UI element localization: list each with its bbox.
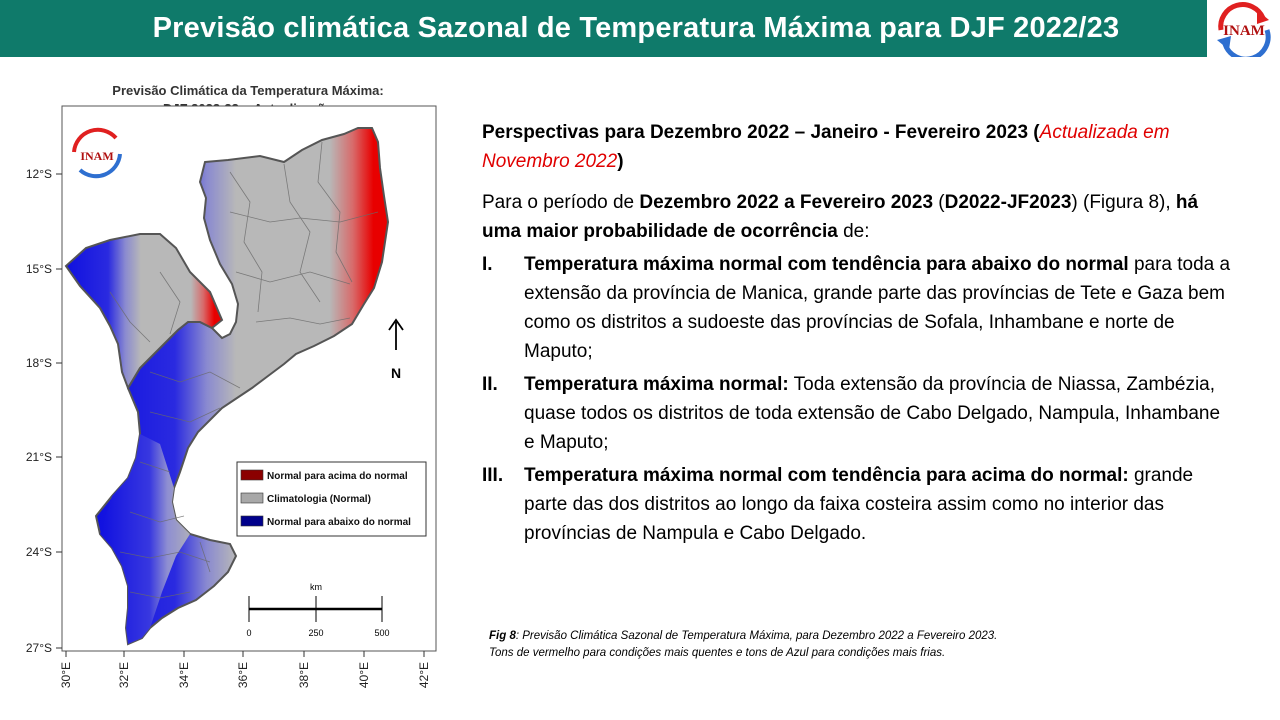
forecast-text-panel — [482, 118, 1234, 548]
caption-text-1: : Previsão Climática Sazonal de Temperatura Máxima, para Dezembro 2022 a Fevereiro 2023. — [515, 630, 998, 642]
heading-update-note: Actualizada em Novembro 2022 — [482, 122, 1170, 172]
map-title-line1: Previsão Climática da Temperatura Máxima: — [112, 83, 384, 98]
inam-logo — [1207, 0, 1280, 57]
item-body — [524, 370, 1234, 457]
lon-tick-label: 34°E — [177, 662, 191, 689]
item-title: Temperatura máxima normal com tendência para abaixo do normal — [524, 254, 1129, 275]
lon-tick-label: 36°E — [236, 662, 250, 689]
list-item — [482, 461, 1234, 548]
heading-bold: Perspectivas para Dezembro 2022 – Janeiro - Fevereiro 2023 ( — [482, 122, 1040, 143]
lat-tick-label: 24°S — [25, 545, 52, 559]
item-text: Toda extensão da província de Niassa, Zambézia, quase todos os distritos de toda extensão de Cabo Delgado, Nampula, Inhambane e Maputo; — [524, 374, 1221, 453]
logo-red-arrow-icon — [1257, 10, 1269, 24]
forecast-map-panel — [0, 72, 450, 720]
list-item — [482, 370, 1234, 457]
intro-probability: há uma maior probabilidade de ocorrência — [482, 192, 1199, 242]
intro-part-7: de: — [837, 221, 870, 242]
legend-label-above: Normal para acima do normal — [267, 471, 408, 482]
slide-title: Previsão climática Sazonal de Temperatura Máxima para DJF 2022/23 — [152, 12, 1120, 44]
lat-tick-label: 12°S — [25, 167, 52, 181]
lat-tick-label: 21°S — [25, 450, 52, 464]
list-item — [482, 250, 1234, 366]
item-title: Temperatura máxima normal com tendência para acima do normal: — [524, 465, 1129, 486]
caption-line-1 — [489, 628, 1249, 645]
scale-tick-0: 0 — [246, 628, 252, 638]
intro-part-5: ) (Figura 8), — [1071, 192, 1176, 213]
item-body — [524, 461, 1234, 548]
lon-tick-label: 42°E — [417, 662, 431, 689]
intro-code: D2022-JF2023 — [944, 192, 1072, 213]
lon-tick-label: 30°E — [59, 662, 73, 689]
legend-label-normal: Climatologia (Normal) — [267, 494, 371, 505]
scale-tick-500: 500 — [374, 628, 390, 638]
legend-label-below: Normal para abaixo do normal — [267, 517, 411, 528]
lon-tick-label: 38°E — [297, 662, 311, 689]
heading-close: ) — [617, 151, 624, 172]
map-logo-text: INAM — [80, 149, 114, 163]
lat-tick-label: 15°S — [25, 262, 52, 276]
north-label: N — [390, 365, 402, 381]
latitude-axis — [26, 167, 62, 655]
intro-period: Dezembro 2022 a Fevereiro 2023 — [639, 192, 934, 213]
legend-swatch-above — [241, 470, 263, 480]
item-title: Temperatura máxima normal: — [524, 374, 789, 395]
legend-swatch-below — [241, 516, 263, 526]
caption-text-2: Tons de vermelho para condições mais quentes e tons de Azul para condições mais frias. — [489, 647, 946, 659]
logo-text: INAM — [1223, 23, 1265, 39]
forecast-intro — [482, 188, 1234, 246]
lat-tick-label: 18°S — [25, 356, 52, 370]
figure-caption — [489, 628, 1249, 662]
caption-fig-label: Fig 8 — [489, 630, 516, 642]
map-legend — [237, 462, 426, 536]
forecast-heading — [482, 118, 1234, 176]
header-bar — [0, 0, 1280, 57]
intro-part-3: ( — [933, 192, 945, 213]
longitude-axis — [59, 651, 431, 688]
intro-part-1: Para o período de — [482, 192, 640, 213]
lat-tick-label: 27°S — [25, 641, 52, 655]
item-number: II. — [482, 374, 498, 395]
scale-unit: km — [310, 582, 322, 592]
item-number: III. — [482, 465, 504, 486]
lon-tick-label: 32°E — [117, 662, 131, 689]
scale-tick-250: 250 — [308, 628, 324, 638]
item-number: I. — [482, 254, 493, 275]
lon-tick-label: 40°E — [357, 662, 371, 689]
legend-swatch-normal — [241, 493, 263, 503]
item-text: grande parte das dos distritos ao longo da faixa costeira assim como no interior das províncias de Nampula e Cabo Delgado. — [524, 465, 1194, 544]
item-text: para toda a extensão da província de Manica, grande parte das províncias de Tete e Gaza bem como os distritos a sudoeste das províncias de Sofala, Inhambane e norte de Maputo; — [524, 254, 1231, 362]
item-body — [524, 250, 1234, 366]
